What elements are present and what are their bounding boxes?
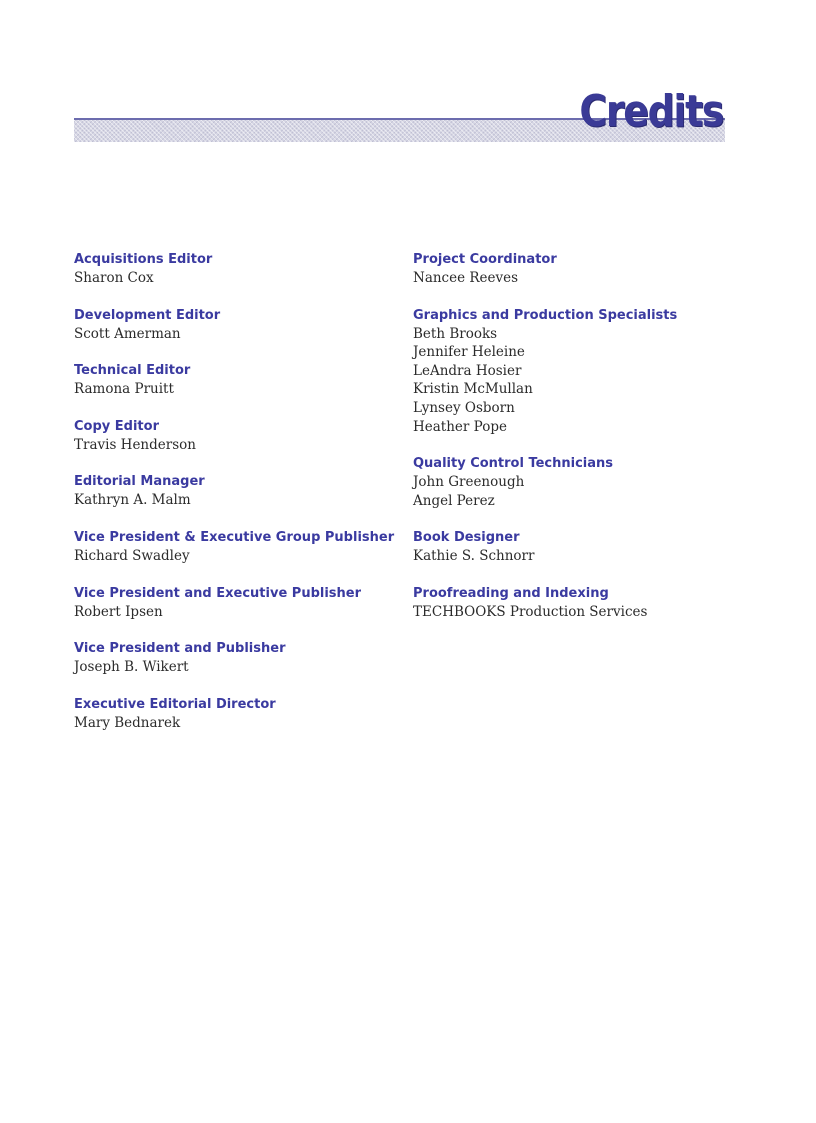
credit-section [74, 307, 394, 344]
credit-name: Nancee Reeves [413, 270, 519, 286]
credit-role: Technical Editor [74, 363, 191, 379]
credit-name: Beth Brooks [413, 325, 498, 342]
credit-section [413, 529, 733, 566]
credit-role: Proofreading and Indexing [413, 585, 609, 601]
credit-section [74, 362, 394, 399]
credit-role: Book Designer [413, 530, 520, 546]
page-header [74, 82, 725, 142]
credit-name: Richard Swadley [74, 547, 190, 564]
credits-left-column [74, 251, 394, 751]
credit-name: Jennifer Heleine [413, 344, 525, 361]
credit-section [74, 529, 394, 566]
credit-section [74, 585, 394, 622]
credit-section [413, 251, 733, 288]
credit-role: Vice President and Executive Publisher [74, 585, 362, 601]
credit-name: Joseph B. Wikert [74, 659, 189, 676]
credit-section [74, 418, 394, 455]
credits-right-column [413, 251, 733, 641]
credit-name: Lynsey Osborn [413, 399, 515, 416]
credit-name: Robert Ipsen [74, 603, 163, 620]
credit-role: Acquisitions Editor [74, 252, 213, 267]
credit-role: Project Coordinator [413, 252, 557, 267]
credit-name: Kathie S. Schnorr [413, 548, 535, 565]
page-title: Credits [579, 86, 723, 137]
credit-section [413, 455, 733, 510]
credit-name: Travis Henderson [74, 436, 196, 453]
credit-name: LeAndra Hosier [413, 362, 522, 379]
credit-name: Kristin McMullan [413, 381, 533, 398]
credit-role: Vice President and Publisher [74, 641, 286, 657]
credit-role: Executive Editorial Director [74, 696, 276, 712]
credit-section [74, 251, 394, 288]
credit-name: Mary Bednarek [74, 714, 181, 731]
credit-name: Scott Amerman [74, 325, 181, 342]
credit-name: Kathryn A. Malm [74, 492, 191, 509]
credit-name: TECHBOOKS Production Services [413, 603, 648, 620]
credit-role: Editorial Manager [74, 474, 205, 490]
credit-section [74, 696, 394, 733]
credit-role: Graphics and Production Specialists [413, 307, 678, 323]
credit-name: Sharon Cox [74, 270, 154, 286]
credit-section [413, 585, 733, 622]
credit-section [74, 473, 394, 510]
credit-role: Vice President & Executive Group Publisher [74, 529, 395, 545]
credit-section [413, 307, 733, 437]
credit-role: Development Editor [74, 307, 221, 323]
credit-name: John Greenough [413, 474, 525, 491]
credit-section [74, 640, 394, 677]
credit-name: Angel Perez [413, 492, 495, 509]
credit-name: Ramona Pruitt [74, 381, 174, 398]
credit-role: Quality Control Technicians [413, 456, 614, 472]
credit-name: Heather Pope [413, 418, 507, 435]
credit-role: Copy Editor [74, 418, 159, 434]
